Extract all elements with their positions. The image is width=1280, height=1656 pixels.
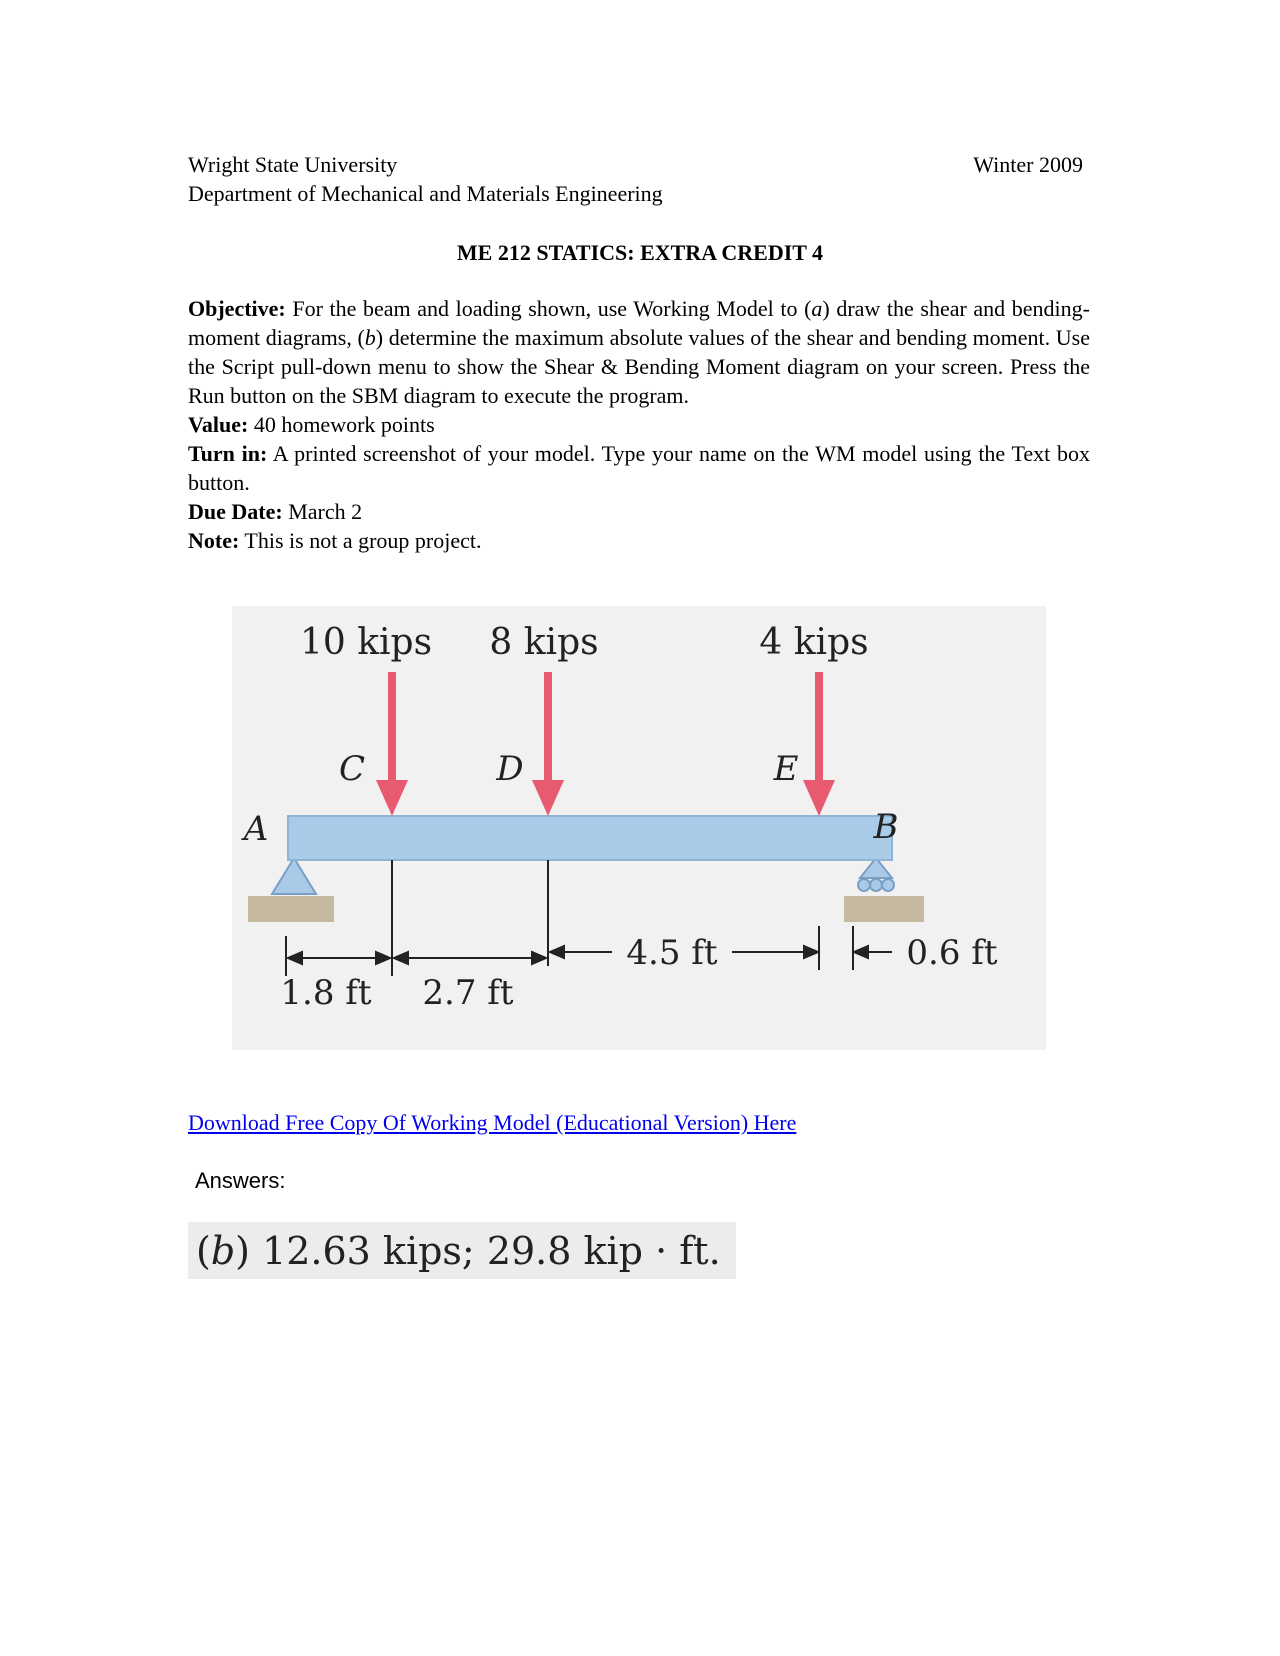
term: Winter 2009 <box>973 152 1083 177</box>
objective-text-3: ) determine the maximum absolute values of the shear and bending moment. Use the Script pull-down menu to show the Shear & Bending Moment diagram on your screen. Press the Run button on the SBM diagram to execute the program. <box>188 325 1090 408</box>
objective-text-2: ) draw the shear and bending-moment diagrams, ( <box>188 296 1090 350</box>
dimension-label-cd: 2.7 ft <box>422 973 514 1013</box>
ground-a <box>248 896 334 922</box>
dimension-label-ac: 1.8 ft <box>280 973 372 1013</box>
objective-paragraph <box>188 294 1090 410</box>
value-label: Value: <box>188 412 249 437</box>
turn-in-paragraph <box>188 439 1090 497</box>
answer-part: b <box>210 1229 236 1273</box>
assignment-body <box>188 294 1090 555</box>
beam-diagram-svg <box>232 606 1046 1050</box>
objective-part-b: b <box>364 325 376 350</box>
point-label-a: A <box>243 809 269 849</box>
ground-b <box>844 896 924 922</box>
university-name: Wright State University <box>188 152 398 177</box>
point-label-e: E <box>773 749 799 789</box>
due-date-text: March 2 <box>282 499 363 524</box>
objective-label: Objective: <box>188 296 286 321</box>
answer-text: (b) 12.63 kips; 29.8 kip · ft. <box>196 1229 721 1273</box>
dimension-label-eb: 0.6 ft <box>906 933 998 973</box>
load-label-c: 10 kips <box>299 622 433 663</box>
turn-in-text: A printed screenshot of your model. Type your name on the WM model using the Text box button. <box>188 441 1090 495</box>
value-text: 40 homework points <box>248 412 435 437</box>
value-paragraph <box>188 410 1090 439</box>
answers-label: Answers: <box>195 1168 286 1193</box>
due-date-paragraph <box>188 497 1090 526</box>
answer-values: 12.63 kips; 29.8 kip · ft. <box>249 1229 721 1273</box>
point-label-b: B <box>873 807 899 847</box>
note-label: Note: <box>188 528 240 553</box>
load-label-e: 4 kips <box>759 622 869 663</box>
page-title: ME 212 STATICS: EXTRA CREDIT 4 <box>456 240 824 265</box>
point-label-d: D <box>496 749 524 789</box>
objective-part-a: a <box>811 296 823 321</box>
department-name: Department of Mechanical and Materials Engineering <box>188 181 663 206</box>
beam <box>288 816 892 860</box>
note-text: This is not a group project. <box>239 528 482 553</box>
load-label-d: 8 kips <box>489 622 599 663</box>
answer-image <box>188 1222 736 1279</box>
turn-in-label: Turn in: <box>188 441 268 466</box>
point-label-c: C <box>338 749 366 789</box>
dimension-label-de: 4.5 ft <box>626 933 718 973</box>
header-institution <box>188 150 663 208</box>
note-paragraph <box>188 526 1090 555</box>
download-working-model-link[interactable]: Download Free Copy Of Working Model (Educational Version) Here <box>188 1110 797 1135</box>
due-date-label: Due Date: <box>188 499 283 524</box>
beam-diagram <box>232 606 1046 1050</box>
objective-text-1: For the beam and loading shown, use Working Model to ( <box>285 296 812 321</box>
